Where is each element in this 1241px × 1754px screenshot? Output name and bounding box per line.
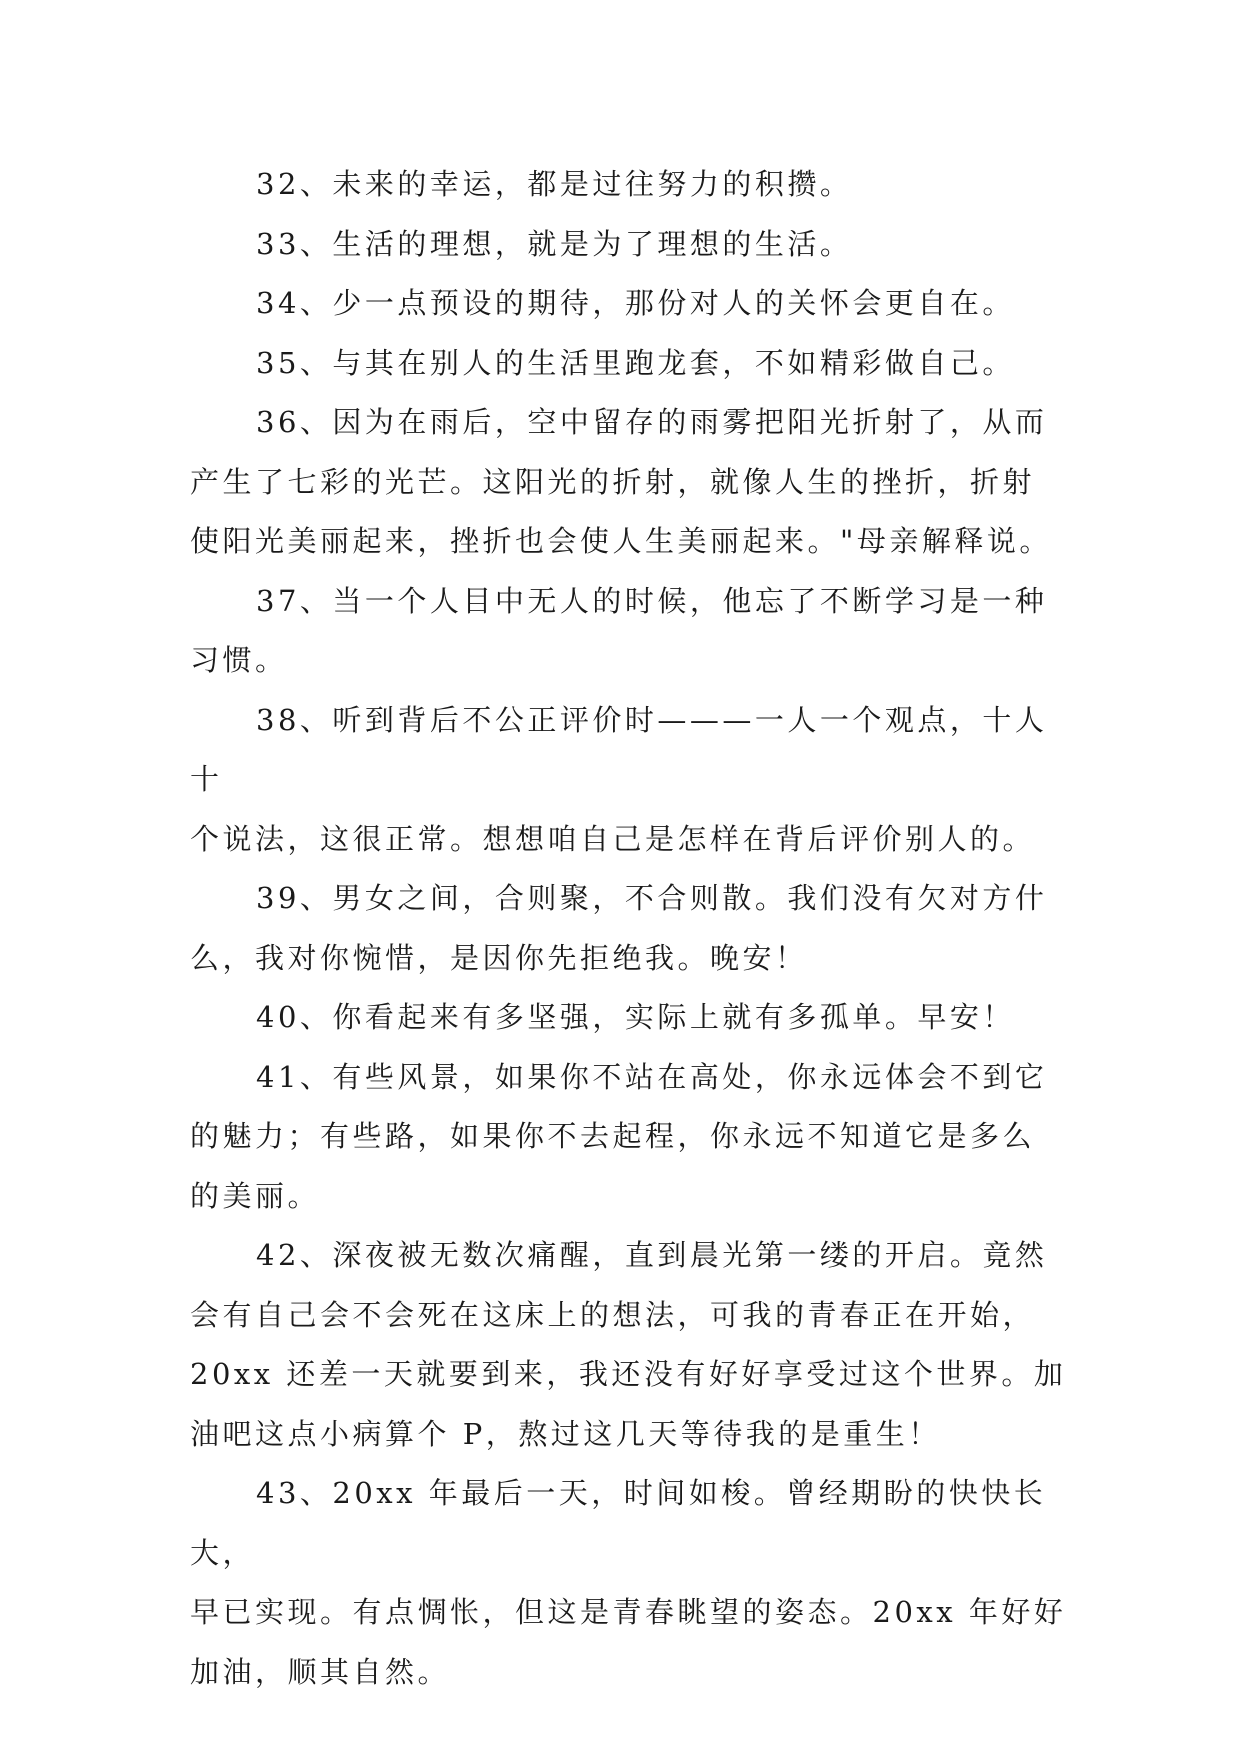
paragraph-33 [190, 215, 1070, 275]
line: 35、与其在别人的生活里跑龙套，不如精彩做自己。 [256, 345, 1015, 380]
line: 33、生活的理想，就是为了理想的生活。 [256, 226, 853, 261]
line: 习惯。 [190, 643, 288, 677]
paragraph-42 [190, 1226, 1070, 1464]
paragraph-36 [190, 393, 1070, 572]
line: 油吧这点小病算个 P，熬过这几天等待我的是重生！ [190, 1416, 941, 1451]
line: 39、男女之间，合则聚，不合则散。我们没有欠对方什 [256, 881, 1048, 915]
line: 的魅力；有些路，如果你不去起程，你永远不知道它是多么 [190, 1119, 1036, 1153]
line: 43、20xx 年最后一天，时间如梭。曾经期盼的快快长大， [190, 1476, 1047, 1570]
line: 使阳光美丽起来，挫折也会使人生美丽起来。"母亲解释说。 [190, 524, 1052, 558]
line: 加油，顺其自然。 [190, 1654, 451, 1689]
document-body [190, 155, 1070, 1702]
paragraph-40 [190, 988, 1070, 1048]
line: 40、你看起来有多坚强，实际上就有多孤单。早安！ [256, 1000, 1015, 1034]
line: 早已实现。有点惆怅，但这是青春眺望的姿态。20xx 年好好 [190, 1595, 1067, 1629]
paragraph-34 [190, 274, 1070, 334]
paragraph-32 [190, 155, 1070, 215]
paragraph-38 [190, 691, 1070, 870]
line: 38、听到背后不公正评价时———一人一个观点，十人十 [190, 702, 1048, 796]
paragraph-35 [190, 334, 1070, 394]
line: 37、当一个人目中无人的时候，他忘了不断学习是一种 [256, 583, 1048, 618]
line: 会有自己会不会死在这床上的想法，可我的青春正在开始， [190, 1297, 1036, 1332]
line: 32、未来的幸运，都是过往努力的积攒。 [256, 167, 853, 201]
line: 产生了七彩的光芒。这阳光的折射，就像人生的挫折，折射 [190, 464, 1036, 499]
line: 36、因为在雨后，空中留存的雨雾把阳光折射了，从而 [256, 405, 1048, 439]
line: 41、有些风景，如果你不站在高处，你永远体会不到它 [256, 1059, 1048, 1094]
paragraph-43 [190, 1464, 1070, 1702]
line: 20xx 还差一天就要到来，我还没有好好享受过这个世界。加 [190, 1357, 1067, 1391]
line: 个说法，这很正常。想想咱自己是怎样在背后评价别人的。 [190, 821, 1036, 856]
paragraph-39 [190, 869, 1070, 988]
line: 42、深夜被无数次痛醒，直到晨光第一缕的开启。竟然 [256, 1238, 1048, 1272]
paragraph-41 [190, 1048, 1070, 1227]
line: 的美丽。 [190, 1178, 321, 1213]
paragraph-37 [190, 572, 1070, 691]
line: 34、少一点预设的期待，那份对人的关怀会更自在。 [256, 286, 1015, 320]
line: 么，我对你惋惜，是因你先拒绝我。晚安！ [190, 940, 808, 975]
